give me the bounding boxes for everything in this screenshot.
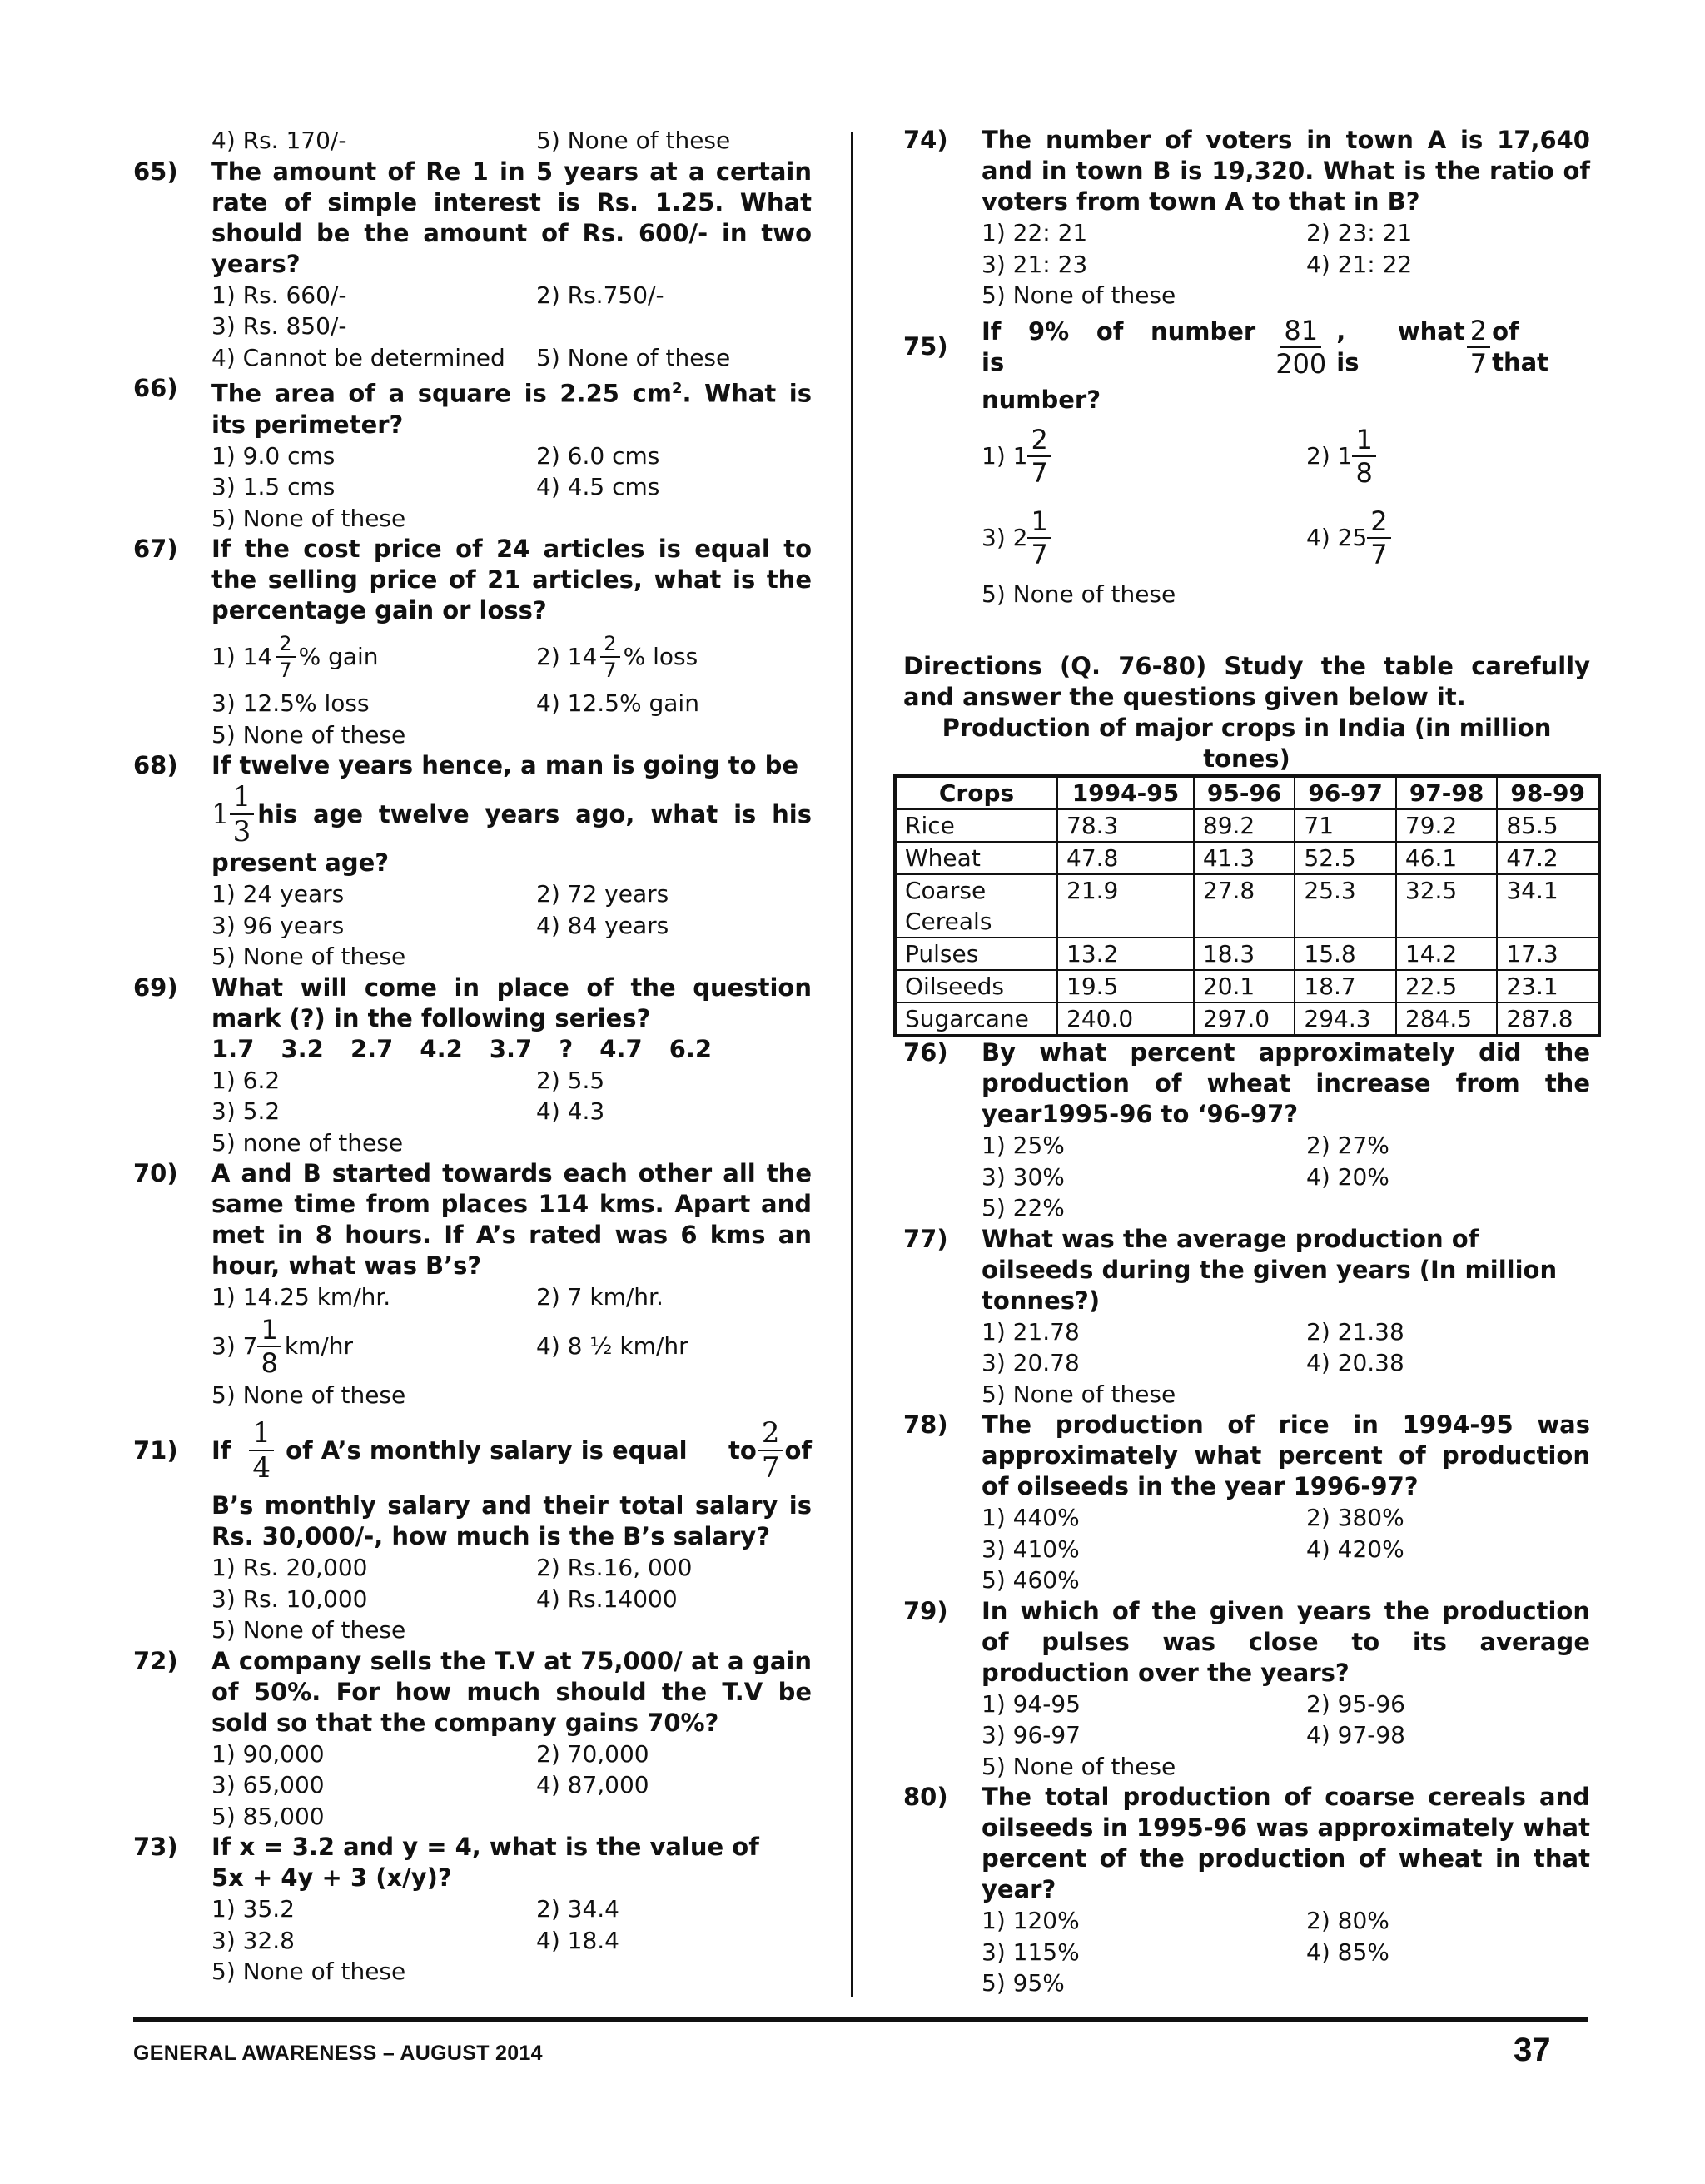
numerator: 2 [600,634,619,658]
numerator: 1 [257,1316,281,1347]
stem-text: of [784,1435,812,1465]
question-number: 77) [903,1224,948,1253]
denominator: 7 [279,659,292,683]
options [211,1281,812,1410]
option: 1) Rs. 20,000 [211,1554,368,1582]
question-stem: The total production of coarse cereals and oilseeds in 1995-96 was approximately what percent of the production of wheat in that year? [982,1783,1590,1903]
options [211,280,812,374]
option: 1) 9.0 cms [211,441,336,470]
question-65 [133,157,812,374]
option: 2) 7 km/hr. [536,1283,664,1311]
option: 2) 380% [1306,1504,1404,1531]
option: 4) Rs. 170/- [211,127,347,154]
table-cell: 21.9 [1057,874,1194,938]
question-number: 78) [903,1410,948,1439]
question-75 [903,315,1590,610]
question-number: 80) [903,1783,948,1811]
table-cell: 47.8 [1057,842,1194,874]
numerator: 1 [249,1419,274,1451]
table-cell: Wheat [895,842,1057,874]
question-number: 66) [133,374,178,402]
options [982,415,1590,610]
right-column [903,125,1590,1999]
table-cell: 20.1 [1194,970,1295,1002]
option: 1) 24 years [211,880,345,908]
table-cell: 89.2 [1194,809,1295,842]
option: 1) 440% [982,1504,1080,1531]
question-69 [133,973,812,1159]
stem-text: , what is [1336,316,1465,376]
table-header: 1994-95 [1057,776,1194,809]
option: 5) 95% [982,1969,1065,1997]
numerator: 2 [1367,508,1390,539]
table-header: 96-97 [1295,776,1395,809]
options [982,217,1590,311]
option: 2) 34.4 [536,1895,619,1923]
option: 5) None of these [982,1752,1176,1780]
denominator: 3 [232,815,251,849]
table-cell: 22.5 [1396,970,1497,1002]
option [211,1313,536,1380]
table-header: 98-99 [1497,776,1599,809]
denominator: 4 [252,1451,271,1485]
question-71 [133,1410,812,1646]
question-number: 71) [133,1435,178,1465]
options [982,1502,1590,1596]
question-stem: The production of rice in 1994-95 was approximately what percent of production of oilseeds in the year 1996-97? [982,1410,1590,1500]
stem-text: of A’s monthly salary is equal [286,1435,688,1465]
table-cell: 34.1 [1497,874,1599,938]
option: 2) Rs.750/- [536,281,664,309]
q64-carryover-options [133,125,812,157]
option-text: % loss [623,643,698,671]
option: 3) 21: 23 [982,250,1088,278]
fraction [758,1416,783,1485]
question-number: 76) [903,1038,948,1067]
question-stem: B’s monthly salary and their total salary is Rs. 30,000/-, how much is the B’s salary? [211,1491,812,1551]
question-stem: What will come in place of the question mark (?) in the following series? [211,973,812,1032]
table-cell: Oilseeds [895,970,1057,1002]
denominator: 7 [1031,456,1048,489]
option: 5) None of these [536,343,731,371]
stem-text: to [728,1435,757,1465]
whole-number: 1 [211,797,230,831]
option: 4) 4.3 [536,1097,605,1126]
question-stem-fraction-line [211,781,812,848]
table-cell: 14.2 [1396,938,1497,970]
table-cell: 15.8 [1295,938,1395,970]
number-series: 1.7 3.2 2.7 4.2 3.7 ? 4.7 6.2 [211,1034,713,1063]
question-number: 72) [133,1646,178,1675]
option: 3) 115% [982,1938,1080,1966]
question-stem: In which of the given years the production of pulses was close to its average production over the years? [982,1596,1590,1687]
option: 3) 5.2 [211,1097,281,1126]
question-number: 65) [133,157,178,186]
option-text: 2) 1 [1306,441,1353,470]
table-cell: 27.8 [1194,874,1295,938]
table-header: Crops [895,776,1057,809]
table-cell: 13.2 [1057,938,1194,970]
question-stem-fraction-line [211,1410,812,1490]
option: 5) None of these [211,1381,406,1409]
option: 1) 25% [982,1132,1065,1159]
column-divider [851,132,853,1997]
option: 5) None of these [536,127,731,154]
options [211,1739,812,1833]
question-stem: If twelve years hence, a man is going to be [211,751,799,780]
fraction [1027,423,1051,489]
table-cell: 71 [1295,809,1395,842]
table-cell: 284.5 [1396,1002,1497,1036]
option [211,626,536,688]
fraction [1352,423,1375,489]
stem-text: If [211,1435,231,1465]
stem-text: of that [1492,316,1549,376]
question-stem: What was the average production of oilseeds during the given years (In million tonnes?) [982,1224,1558,1315]
fraction [1272,314,1330,380]
option: 5) None of these [211,504,406,532]
option: 2) 72 years [536,880,669,908]
fraction [230,780,255,849]
table-cell: 294.3 [1295,1002,1395,1036]
option: 1) 14.25 km/hr. [211,1283,391,1311]
option: 1) Rs. 660/- [211,281,347,309]
table-cell: 32.5 [1396,874,1497,938]
table-row [895,874,1599,938]
option: 3) 30% [982,1162,1065,1191]
stem-text: If 9% of number is [982,316,1256,376]
fraction [257,1313,281,1379]
crop-production-table [893,774,1601,1037]
option-text: 2) 14 [536,643,598,671]
option-text: 1) 14 [211,643,273,671]
question-number: 79) [903,1596,948,1625]
stem-text: his age twelve years ago, what is his [257,799,812,828]
question-78 [903,1410,1590,1596]
option-text: 3) 2 [982,523,1028,551]
option: 3) 410% [982,1535,1080,1563]
question-number: 68) [133,751,178,780]
fraction [600,632,619,683]
option [1306,497,1590,579]
fraction [1467,314,1490,380]
fraction [1367,505,1390,570]
options [211,1552,812,1646]
option: 3) 32.8 [211,1926,295,1954]
option: 5) 85,000 [211,1802,325,1830]
fraction [249,1416,274,1485]
option [982,415,1306,497]
table-cell: 297.0 [1194,1002,1295,1036]
question-73 [133,1832,812,1987]
option-text: 3) 7 [211,1331,258,1360]
option: 1) 21.78 [982,1317,1080,1346]
question-stem: present age? [211,848,390,878]
table-cell: 287.8 [1497,1002,1599,1036]
option: 4) 85% [1306,1938,1389,1966]
table-cell: Sugarcane [895,1002,1057,1036]
option: 3) 20.78 [982,1349,1080,1376]
options [982,1130,1590,1224]
stem-text: The area of a square is 2.25 cm [211,379,672,408]
question-79 [903,1596,1590,1783]
table-cell: 79.2 [1396,809,1497,842]
question-77 [903,1224,1590,1410]
question-stem: A and B started towards each other all the same time from places 114 kms. Apart and met in 8 hours. If A’s rated was 6 kms an hour, what was B’s? [211,1159,812,1281]
option: 5) None of these [982,580,1176,608]
denominator: 7 [604,659,617,683]
numerator: 1 [230,783,255,815]
options [982,1905,1590,1999]
table-cell: 25.3 [1295,874,1395,938]
option: 5) None of these [211,1616,406,1644]
table-cell: 41.3 [1194,842,1295,874]
question-number: 74) [903,126,948,154]
table-cell: 240.0 [1057,1002,1194,1036]
question-number: 75) [903,332,948,361]
numerator: 2 [1467,317,1490,348]
option: 4) 84 years [536,911,669,939]
option-text: 1) 1 [982,441,1028,470]
option: 2) 5.5 [536,1066,605,1094]
option: 1) 90,000 [211,1739,325,1768]
option: 5) 22% [982,1194,1065,1221]
option: 4) 20.38 [1306,1349,1404,1376]
option-text: % gain [298,643,379,671]
question-70 [133,1158,812,1410]
option-text: 4) 25 [1306,523,1368,551]
footer-title: GENERAL AWARENESS – AUGUST 2014 [133,2042,543,2065]
denominator: 8 [1355,456,1373,489]
table-row [895,809,1599,842]
footer-rule [133,2017,1588,2022]
question-number: 69) [133,973,178,1002]
option: 3) 12.5% loss [211,689,370,718]
option: 4) Rs.14000 [536,1585,678,1613]
options [211,1893,812,1987]
option: 2) 80% [1306,1907,1389,1934]
table-header: 97-98 [1396,776,1497,809]
question-stem: If the cost price of 24 articles is equal to the selling price of 21 articles, what is the percentage gain or loss? [211,535,812,625]
question-stem: If x = 3.2 and y = 4, what is the value of [211,1833,759,1862]
option: 3) 96-97 [982,1721,1081,1749]
option: 3) Rs. 10,000 [211,1585,368,1613]
options [211,440,812,535]
numerator: 81 [1280,317,1321,348]
option: 4) 4.5 cms [536,473,660,501]
denominator: 7 [761,1451,780,1485]
option [536,626,812,688]
option [1306,415,1590,497]
option: 3) 65,000 [211,1771,325,1799]
option: 2) 23: 21 [1306,219,1413,246]
option: 5) None of these [211,720,406,749]
option: 2) 21.38 [1306,1317,1404,1346]
option: 4) 20% [1306,1162,1389,1191]
table-title: Production of major crops in India (in million tones) [942,714,1552,773]
option: 1) 6.2 [211,1066,281,1094]
table-cell: Coarse Cereals [895,874,1057,938]
option: 5) none of these [211,1128,404,1157]
option: 4) 18.4 [536,1926,619,1954]
table-cell: 46.1 [1396,842,1497,874]
question-stem-fraction-line [982,315,1590,380]
option: 4) 8 ½ km/hr [536,1331,688,1360]
numerator: 2 [276,634,295,658]
superscript: 2 [671,380,683,397]
option: 5) None of these [211,1958,406,1986]
option: 4) 21: 22 [1306,250,1413,278]
table-row [895,842,1599,874]
options [211,1065,812,1159]
denominator: 8 [261,1346,278,1379]
question-67 [133,534,812,750]
question-stem: 5x + 4y + 3 (x/y)? [211,1863,452,1893]
option: 2) 6.0 cms [536,441,660,470]
table-cell: 78.3 [1057,809,1194,842]
option: 2) 95-96 [1306,1689,1405,1718]
question-66 [133,373,812,534]
option: 1) 94-95 [982,1689,1081,1718]
options [211,878,812,973]
option: 2) Rs.16, 000 [536,1554,693,1582]
option: 3) 1.5 cms [211,473,336,501]
table-cell: 47.2 [1497,842,1599,874]
options [982,1689,1590,1783]
option: 5) None of these [982,1380,1176,1408]
fraction [276,632,295,683]
numerator: 1 [1352,426,1375,457]
question-stem: number? [982,385,1101,414]
question-74 [903,125,1590,311]
table-row [895,970,1599,1002]
table-cell: 19.5 [1057,970,1194,1002]
question-number: 73) [133,1833,178,1862]
option: 3) 96 years [211,911,345,939]
table-row [895,938,1599,970]
table-cell: 18.3 [1194,938,1295,970]
option: 2) 27% [1306,1132,1389,1159]
denominator: 200 [1275,347,1327,380]
question-68 [133,750,812,973]
question-stem: By what percent approximately did the production of wheat increase from the year1995-96 to ‘96-97? [982,1038,1590,1128]
question-76 [903,1037,1590,1224]
option: 1) 120% [982,1907,1080,1934]
option: 5) 460% [982,1566,1080,1594]
denominator: 7 [1370,538,1388,570]
table-cell: Rice [895,809,1057,842]
directions: Directions (Q. 76-80) Study the table carefully and answer the questions given below it. [903,652,1590,711]
options [982,1316,1590,1410]
numerator: 2 [758,1419,783,1451]
option: 2) 70,000 [536,1739,649,1768]
option: 4) 87,000 [536,1771,649,1799]
options [211,626,812,750]
left-column [133,125,812,1987]
question-number: 70) [133,1159,178,1188]
stem-text: . What is its perimeter? [211,379,812,439]
table-cell: 85.5 [1497,809,1599,842]
option: 5) None of these [211,943,406,971]
table-header-row [895,776,1599,809]
question-number: 67) [133,535,178,564]
option: 4) 420% [1306,1535,1404,1563]
table-cell: 17.3 [1497,938,1599,970]
table-cell: 23.1 [1497,970,1599,1002]
option: 1) 35.2 [211,1895,295,1923]
option: 3) Rs. 850/- [211,312,347,340]
option: 5) None of these [982,281,1176,309]
option: 4) 12.5% gain [536,689,699,718]
table-cell: 52.5 [1295,842,1395,874]
option: 4) Cannot be determined [211,343,505,371]
question-80 [903,1782,1590,1999]
question-stem: A company sells the T.V at 75,000/ at a gain of 50%. For how much should the T.V be sold so that the company gains 70%? [211,1646,812,1737]
fraction [1027,505,1051,570]
question-stem: The amount of Re 1 in 5 years at a certain rate of simple interest is Rs. 1.25. What should be the amount of Rs. 600/- in two years? [211,157,812,278]
denominator: 7 [1031,538,1048,570]
numerator: 2 [1027,426,1051,457]
numerator: 1 [1027,508,1051,539]
option [982,497,1306,579]
denominator: 7 [1469,347,1488,380]
question-stem [211,373,812,440]
question-72 [133,1646,812,1833]
question-stem: The number of voters in town A is 17,640 and in town B is 19,320. What is the ratio of voters from town A to that in B? [982,126,1590,216]
page-number: 37 [1514,2032,1551,2068]
table-cell: Pulses [895,938,1057,970]
option: 4) 97-98 [1306,1721,1405,1749]
table-cell: 18.7 [1295,970,1395,1002]
table-header: 95-96 [1194,776,1295,809]
option: 1) 22: 21 [982,219,1088,246]
option-text: km/hr [284,1331,353,1360]
table-row [895,1002,1599,1036]
